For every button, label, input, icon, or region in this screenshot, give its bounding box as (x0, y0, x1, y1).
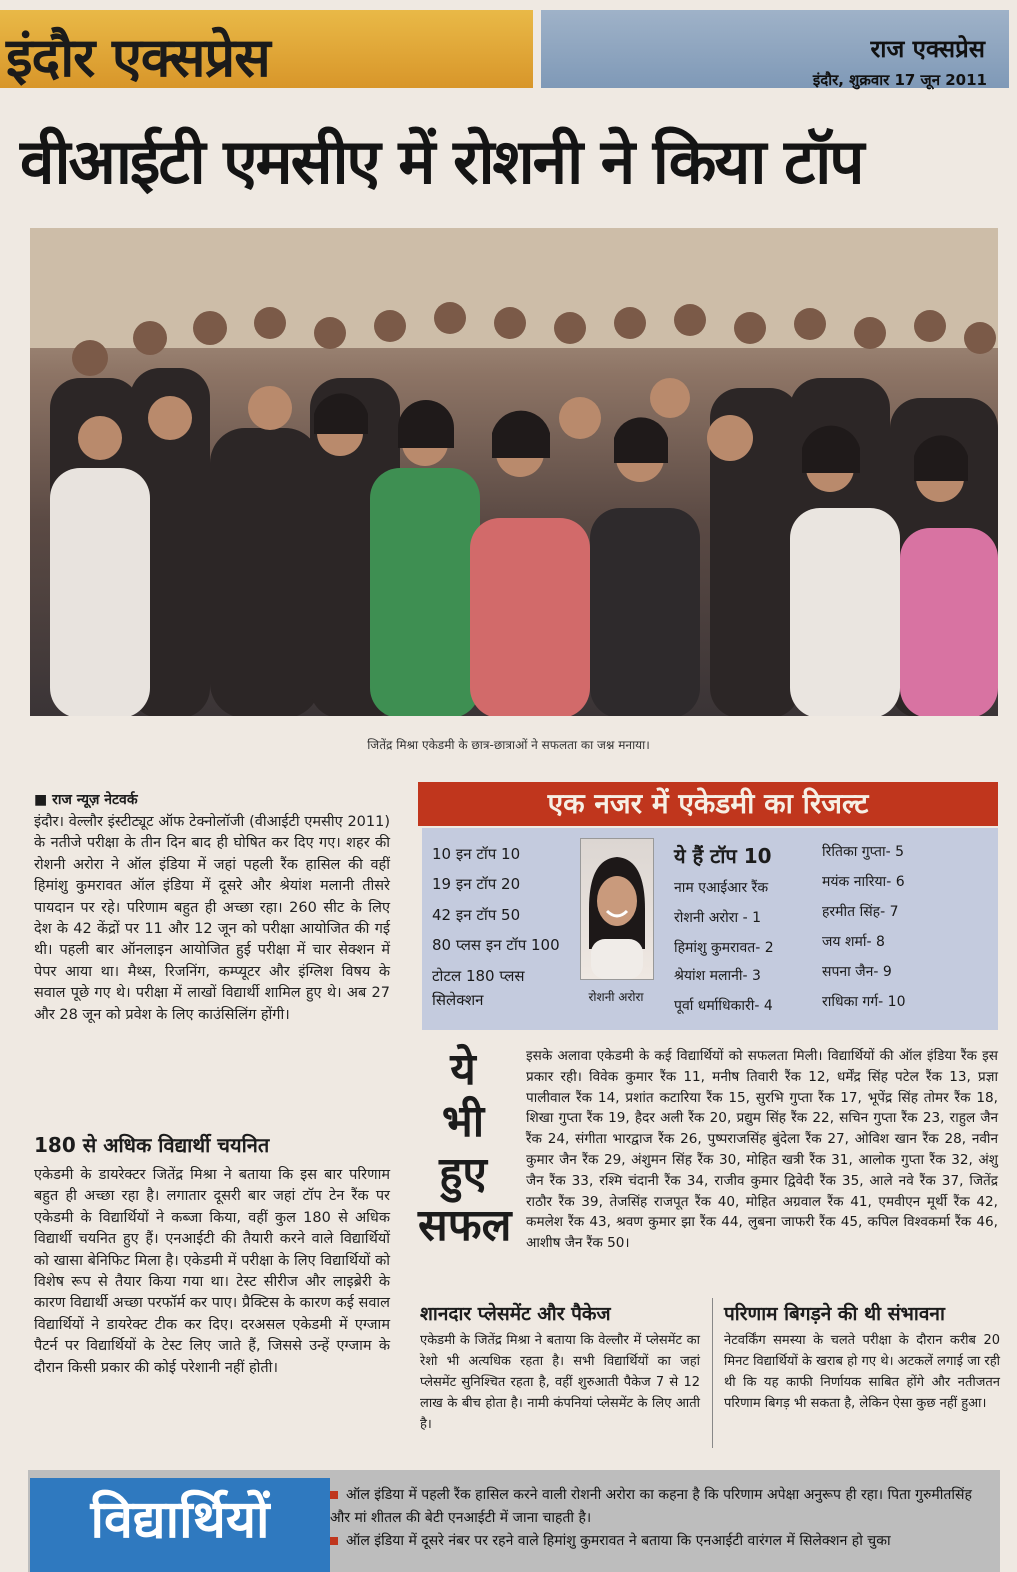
quote-line (330, 1530, 992, 1553)
subhead-placement: शानदार प्लेसमेंट और पैकेज (420, 1303, 611, 1325)
paper-name: राज एक्सप्रेस (870, 35, 985, 63)
section-banner (0, 10, 533, 88)
bullet-icon (330, 1491, 338, 1499)
stat-line: टोटल 180 प्लस (432, 967, 525, 985)
stat-line: 80 प्लस इन टॉप 100 (432, 936, 560, 954)
group-photo (30, 228, 998, 716)
result-risk-body: नेटवर्किंग समस्या के चलते परीक्षा के दौरान करीब 20 मिनट विद्यार्थियों के खराब हो गए थे। अटकलें लगाई जा रही थी कि यह काफी निर्णायक साबित होंगे और नतीजतन परिणाम बिगड़ भी सकता है, लेकिन ऐसा कुछ नहीं हुआ। (724, 1333, 1000, 1411)
rank-entry: सपना जैन- 9 (822, 964, 892, 980)
rank-entry: हिमांशु कुमरावत- 2 (674, 940, 774, 956)
stat-line: सिलेक्शन (432, 991, 484, 1009)
crowd-illustration (30, 228, 998, 716)
article-body: इंदौर। वेल्लौर इंस्टीट्यूट ऑफ टेक्नोलॉजी (वीआईटी एमसीए 2011) के नतीजे परीक्षा के तीन दिन बाद ही घोषित कर दिए गए। शहर की रोशनी अरोरा ने ऑल इंडिया में जहां पहली रैंक हासिल की वहीं हिमांशु कुमरावत ऑल इंडिया में दूसरे और श्रेयांश मलानी तीसरे पायदान पर रहे। परिणाम बहुत ही अच्छा रहा। 260 सीट के लिए देश के 42 केंद्रों पर 11 और 12 जून को परीक्षा आयोजित की गई थी। पहली बार ऑनलाइन आयोजित हुई परीक्षा में चार सेक्शन में पेपर आया था। मैथ्स, रिजनिंग, कम्प्यूटर और इंग्लिश विषय के सवाल पूछे गए थे। परीक्षा में लाखों विद्यार्थी शामिल हुए थे। अब 27 और 28 जून को प्रवेश के लिए काउंसिलिंग होंगी। (34, 814, 390, 1023)
bottom-label: विद्यार्थियों (30, 1478, 330, 1572)
column-divider (712, 1298, 713, 1448)
label-line: हुए (439, 1148, 487, 1199)
paper-banner (541, 10, 1009, 88)
stat-line: 19 इन टॉप 20 (432, 875, 521, 893)
byline: ■ राज न्यूज़ नेटवर्क (34, 792, 138, 808)
rank-entry: श्रेयांश मलानी- 3 (674, 968, 761, 984)
rank-entry: मयंक नारिया- 6 (822, 874, 905, 890)
bottom-quotes (330, 1484, 992, 1553)
top10-title: ये हैं टॉप 10 (674, 844, 772, 868)
label-line: ये (450, 1044, 476, 1095)
quote-line (330, 1484, 992, 1530)
subhead-selected: 180 से अधिक विद्यार्थी चयनित (34, 1133, 270, 1157)
also-passed-body: इसके अलावा एकेडमी के कई विद्यार्थियों को सफलता मिली। विद्यार्थियों की ऑल इंडिया रैंक इस प्रकार रही। विवेक कुमार रैंक 11, मनीष तिवारी रैंक 12, धर्मेंद्र सिंह पटेल रैंक 13, प्रज्ञा पालीवाल रैंक 14, प्रशांत कटारिया रैंक 15, सुरभि गुप्ता रैंक 17, भूपेंद्र सिंह तोमर रैंक 18, शिखा गुप्ता रैंक 19, हैदर अली रैंक 20, प्रद्युम सिंह रैंक 22, सचिन गुप्ता रैंक 23, राहुल जैन रैंक 24, संगीता भारद्वाज रैंक 26, पुष्पराजसिंह बुंदेला रैंक 27, ओविश खान रैंक 28, नवीन कुमार जैन रैंक 29, अंशुमन सिंह रैंक 30, मोहित खत्री रैंक 31, आलोक गुप्ता रैंक 32, अंशु जैन रैंक 33, रश्मि चंदानी रैंक 34, राजीव कुमार द्विवेदी रैंक 35, आले नवे रैंक 37, जितेंद्र राठौर रैंक 39, तेजसिंह राजपूत रैंक 40, मोहित अग्रवाल रैंक 41, एमवीएन मूर्थी रैंक 42, कमलेश रैंक 43, श्रवण कुमार झा रैंक 44, लुबना जाफरी रैंक 45, कपिल विश्वकर्मा रैंक 46, आशीष जैन रैंक 50। (526, 1048, 998, 1252)
label-line: सफल (418, 1200, 512, 1251)
rank-entry: पूर्वा धर्माधिकारी- 4 (674, 998, 773, 1014)
topper-portrait (580, 838, 654, 980)
subhead-result-risk: परिणाम बिगड़ने की थी संभावना (724, 1303, 945, 1325)
also-passed-label (418, 1044, 512, 1252)
rank-entry: रोशनी अरोरा - 1 (674, 910, 761, 926)
section-title: इंदौर एक्सप्रेस (6, 25, 270, 89)
label-line: भी (441, 1096, 485, 1147)
result-box (422, 828, 998, 1030)
portrait-caption: रोशनी अरोरा (588, 990, 644, 1004)
rank-entry: जय शर्मा- 8 (822, 934, 885, 950)
portrait-illustration (581, 839, 653, 979)
bullet-icon (330, 1537, 338, 1545)
headline: वीआईटी एमसीए में रोशनी ने किया टॉप (20, 125, 863, 198)
dateline: इंदौर, शुक्रवार 17 जून 2011 (812, 71, 987, 89)
rank-entry: रितिका गुप्ता- 5 (822, 844, 904, 860)
article-body-2: एकेडमी के डायरेक्टर जितेंद्र मिश्रा ने बताया कि इस बार परिणाम बहुत ही अच्छा रहा है। लगातार दूसरी बार जहां टॉप टेन रैंक पर एकेडमी के विद्यार्थियों ने कब्जा किया, वहीं कुल 180 से अधिक विद्यार्थी चयनित हुए हैं। एनआईटी की तैयारी करने वाले विद्यार्थियों को खासा बेनिफिट मिला है। एकेडमी में परीक्षा के लिए विद्यार्थियों को विशेष रूप से तैयार किया गया था। टेस्ट सीरीज और लाइब्रेरी के कारण विद्यार्थी अच्छा परफॉर्म कर पाए। प्रैक्टिस के कारण कई सवाल विद्यार्थियों ने डायरेक्ट टीक कर दिए। दरअसल एकेडमी में एग्जाम पैटर्न पर विद्यार्थियों के टेस्ट लिए जाते हैं, जिससे उन्हें एग्जाम के दौरान किसी प्रकार की कोई परेशानी नहीं होती। (34, 1167, 390, 1376)
result-banner: एक नजर में एकेडमी का रिजल्ट (418, 782, 998, 826)
placement-body: एकेडमी के जितेंद्र मिश्रा ने बताया कि वेल्लौर में प्लेसमेंट का रेशो भी अत्यधिक रहता है। सभी विद्यार्थियों का जहां प्लेसमेंट सुनिश्चित रहता है, वहीं शुरुआती पैकेज 7 से 12 लाख के बीच होता है। नामी कंपनियां प्लेसमेंट के लिए आती है। (420, 1333, 700, 1432)
rank-entry: राधिका गर्ग- 10 (822, 994, 906, 1010)
ranks-header: नाम एआईआर रैंक (674, 880, 769, 896)
photo-caption: जितेंद्र मिश्रा एकेडमी के छात्र-छात्राओं ने सफलता का जश्न मनाया। (367, 738, 650, 752)
rank-entry: हरमीत सिंह- 7 (822, 904, 899, 920)
stat-line: 42 इन टॉप 50 (432, 906, 521, 924)
quote-text: ऑल इंडिया में पहली रैंक हासिल करने वाली रोशनी अरोरा का कहना है कि परिणाम अपेक्षा अनुरूप ही रहा। पिता गुरुमीतसिंह और मां शीतल की बेटी एनआईटी में जाना चाहती है। (330, 1487, 972, 1526)
quote-text: ऑल इंडिया में दूसरे नंबर पर रहने वाले हिमांशु कुमरावत ने बताया कि एनआईटी वारंगल में सिलेक्शन हो चुका (346, 1533, 891, 1549)
stat-line: 10 इन टॉप 10 (432, 845, 521, 863)
